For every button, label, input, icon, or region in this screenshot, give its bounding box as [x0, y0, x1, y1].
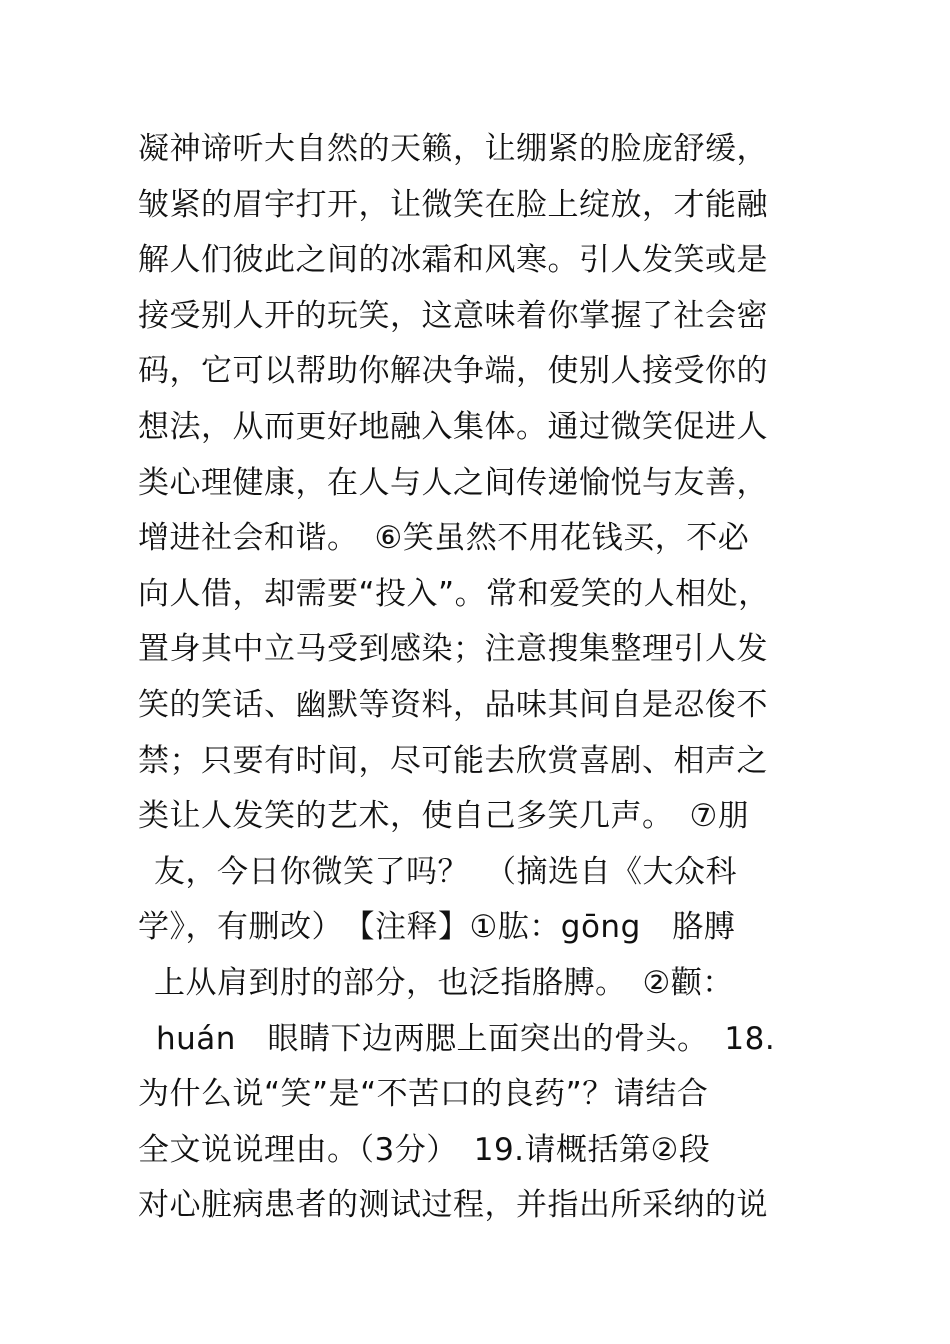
text-line: 皱紧的眉宇打开，让微笑在脸上绽放，才能融 [138, 186, 768, 223]
text-line: 类心理健康，在人与人之间传递愉悦与友善， [138, 464, 768, 501]
text-line: 想法，从而更好地融入集体。通过微笑促进人 [138, 408, 768, 445]
text-line: huán 眼睛下边两腮上面突出的骨头。 18. [156, 1020, 776, 1057]
text-line: 友，今日你微笑了吗？ （摘选自《大众科 [154, 853, 737, 890]
text-line: 禁；只要有时间，尽可能去欣赏喜剧、相声之 [138, 742, 768, 779]
text-line: 上从肩到肘的部分，也泛指胳膊。 ②颧： [154, 964, 734, 1001]
text-line: 增进社会和谐。 ⑥笑虽然不用花钱买，不必 [138, 520, 750, 557]
text-line: 码，它可以帮助你解决争端，使别人接受你的 [138, 353, 768, 390]
text-line: 类让人发笑的艺术，使自己多笑几声。 ⑦朋 [138, 798, 750, 835]
text-line: 笑的笑话、幽默等资料，品味其间自是忍俊不 [138, 686, 768, 723]
text-line: 向人借，却需要“投入”。常和爱笑的人相处， [138, 575, 770, 612]
text-line: 置身其中立马受到感染；注意搜集整理引人发 [138, 631, 768, 668]
text-line: 对心脏病患者的测试过程，并指出所采纳的说 [138, 1187, 768, 1224]
text-line: 为什么说“笑”是“不苦口的良药”？请结合 [138, 1076, 709, 1113]
document-body [138, 122, 838, 1234]
text-line: 凝神谛听大自然的天籁，让绷紧的脸庞舒缓， [138, 131, 768, 167]
text-line: 学》，有删改） 【注释】①肱：gōng 胳膊 [138, 909, 736, 946]
text-line: 全文说说理由。（3分） 19.请概括第②段 [138, 1131, 711, 1168]
text-line: 解人们彼此之间的冰霜和风寒。引人发笑或是 [138, 242, 768, 279]
text-line: 接受别人开的玩笑，这意味着你掌握了社会密 [138, 297, 768, 334]
